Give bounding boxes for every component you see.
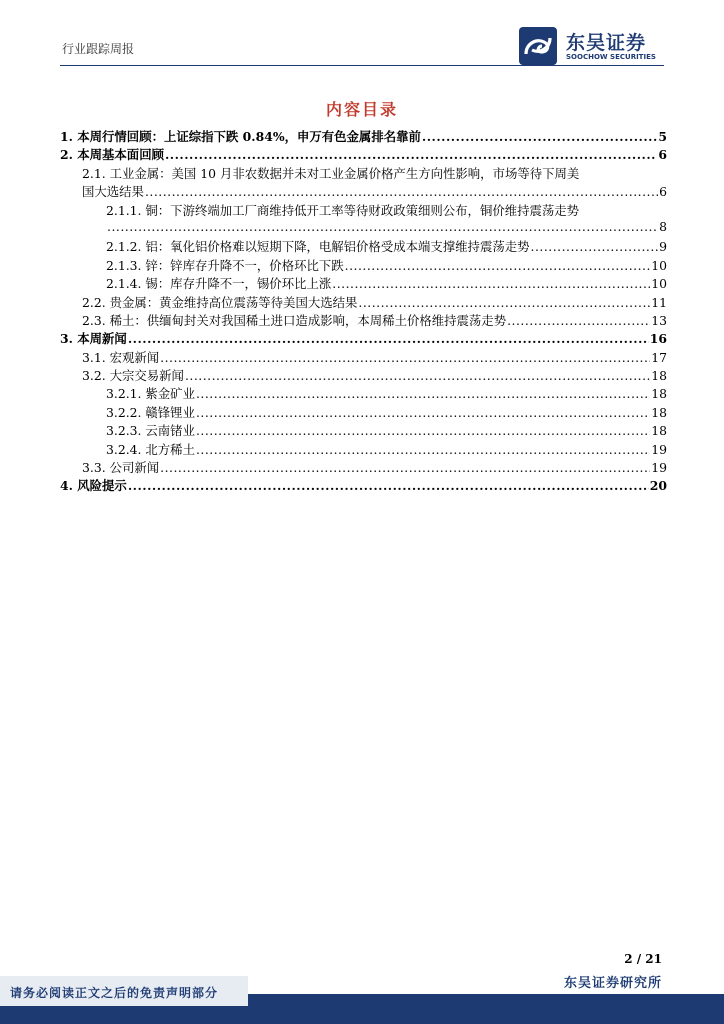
toc-entry[interactable] [60,366,667,384]
toc-entry[interactable] [60,127,667,145]
toc-leader-dots [507,313,650,328]
toc-entry-page: 6 [659,184,667,200]
toc-entry-page: 5 [658,129,667,144]
toc-entry[interactable] [60,476,667,494]
toc-entry-page: 18 [651,423,667,439]
toc-entry-page: 16 [649,331,667,347]
toc-entry-page: 11 [651,294,667,310]
toc-leader-dots [358,295,650,310]
toc-entry-page: 18 [651,386,667,402]
toc-entry-page: 9 [659,239,667,255]
toc-entry-label: 3.1. 宏观新闻 [82,349,160,365]
soochow-logo [518,26,678,66]
toc-entry-page: 19 [651,441,667,457]
toc-entry-label: 3.2.2. 赣锋锂业 [106,404,195,420]
toc-entry-label: 1. 本周行情回顾：上证综指下跌 0.84%，申万有色金属排名靠前 [60,129,421,144]
toc-leader-dots [196,386,650,401]
toc-entry-label: 4. 风险提示 [60,478,127,494]
toc-entry-page: 18 [651,404,667,420]
toc-entry-label: 2.1. 工业金属：美国 10 月非农数据并未对工业金属价格产生方向性影响，市场等待下周美 [82,165,580,181]
toc-entry-page: 10 [651,276,667,292]
logo-english-name: SOOCHOW SECURITIES [566,53,656,61]
toc-entry-label: 2. 本周基本面回顾 [60,147,164,163]
toc-leader-dots [345,258,651,273]
toc-entry-page: 20 [649,478,667,494]
toc-entry[interactable] [60,384,667,402]
toc-entry[interactable] [60,329,667,347]
toc-leader-dots [107,219,658,234]
toc-entry-label: 3.2.3. 云南锗业 [106,423,195,439]
toc-entry-label: 3.2.4. 北方稀土 [106,441,195,457]
toc-entry-page: 17 [651,349,667,365]
toc-leader-dots [185,368,650,383]
toc-entry-label: 3.2.1. 紫金矿业 [106,386,195,402]
toc-entry-label: 3.2. 大宗交易新闻 [82,368,184,384]
toc-entry[interactable] [60,164,667,201]
toc-leader-dots [128,331,649,346]
toc-leader-dots [160,350,650,365]
toc-leader-dots [531,239,659,254]
toc-leader-dots [196,442,650,457]
toc-entry-page: 19 [651,460,667,476]
toc-entry[interactable] [60,274,667,292]
toc-leader-dots [332,276,650,291]
toc-entry-label: 3. 本周新闻 [60,331,127,347]
toc-entry[interactable] [60,440,667,458]
toc-entry[interactable] [60,403,667,421]
toc-entry-label: 2.1.2. 铝：氧化铝价格难以短期下降，电解铝价格受成本端支撑维持震荡走势 [106,239,530,255]
toc-leader-dots [422,129,657,144]
table-of-contents [60,127,667,495]
toc-entry-label: 2.1.1. 铜：下游终端加工厂商维持低开工率等待财政政策细则公布，铜价维持震荡走势 [106,202,580,218]
toc-entry-label: 2.1.3. 锌：锌库存升降不一，价格环比下跌 [106,257,344,273]
toc-leader-dots [196,405,650,420]
toc-entry[interactable] [60,348,667,366]
toc-entry-page: 18 [651,368,667,384]
soochow-logo-icon [518,26,562,66]
toc-entry-page: 6 [658,147,667,163]
toc-entry[interactable] [60,311,667,329]
toc-leader-dots [196,423,650,438]
toc-entry-label: 2.2. 贵金属：黄金维持高位震荡等待美国大选结果 [82,294,358,310]
header-divider [60,65,664,66]
toc-title: 内容目录 [325,100,398,119]
institute-name: 东吴证券研究所 [563,976,662,991]
toc-entry-page: 10 [651,257,667,273]
toc-leader-dots [145,184,658,199]
report-type-label: 行业跟踪周报 [62,42,135,56]
toc-entry-page: 8 [659,218,667,234]
logo-chinese-name: 东吴证券 [566,32,647,54]
toc-entry-label: 2.3. 稀土：供缅甸封关对我国稀土进口造成影响，本周稀土价格维持震荡走势 [82,312,507,328]
disclaimer-note: 请务必阅读正文之后的免责声明部分 [10,986,219,1000]
toc-entry[interactable] [60,237,667,255]
toc-entry[interactable] [60,256,667,274]
toc-entry[interactable] [60,421,667,439]
toc-entry-label: 3.3. 公司新闻 [82,460,160,476]
toc-entry[interactable] [60,458,667,476]
toc-entry-label: 2.1.4. 锡：库存升降不一，锡价环比上涨 [106,276,332,292]
toc-entry-page: 13 [651,312,667,328]
toc-leader-dots [165,147,657,162]
page-indicator: 2 / 21 [624,952,662,966]
toc-entry[interactable] [60,201,667,238]
toc-entry[interactable] [60,293,667,311]
toc-leader-dots [160,460,650,475]
toc-entry[interactable] [60,145,667,163]
toc-entry-label-continued: 国大选结果 [82,184,144,200]
toc-leader-dots [128,478,649,493]
